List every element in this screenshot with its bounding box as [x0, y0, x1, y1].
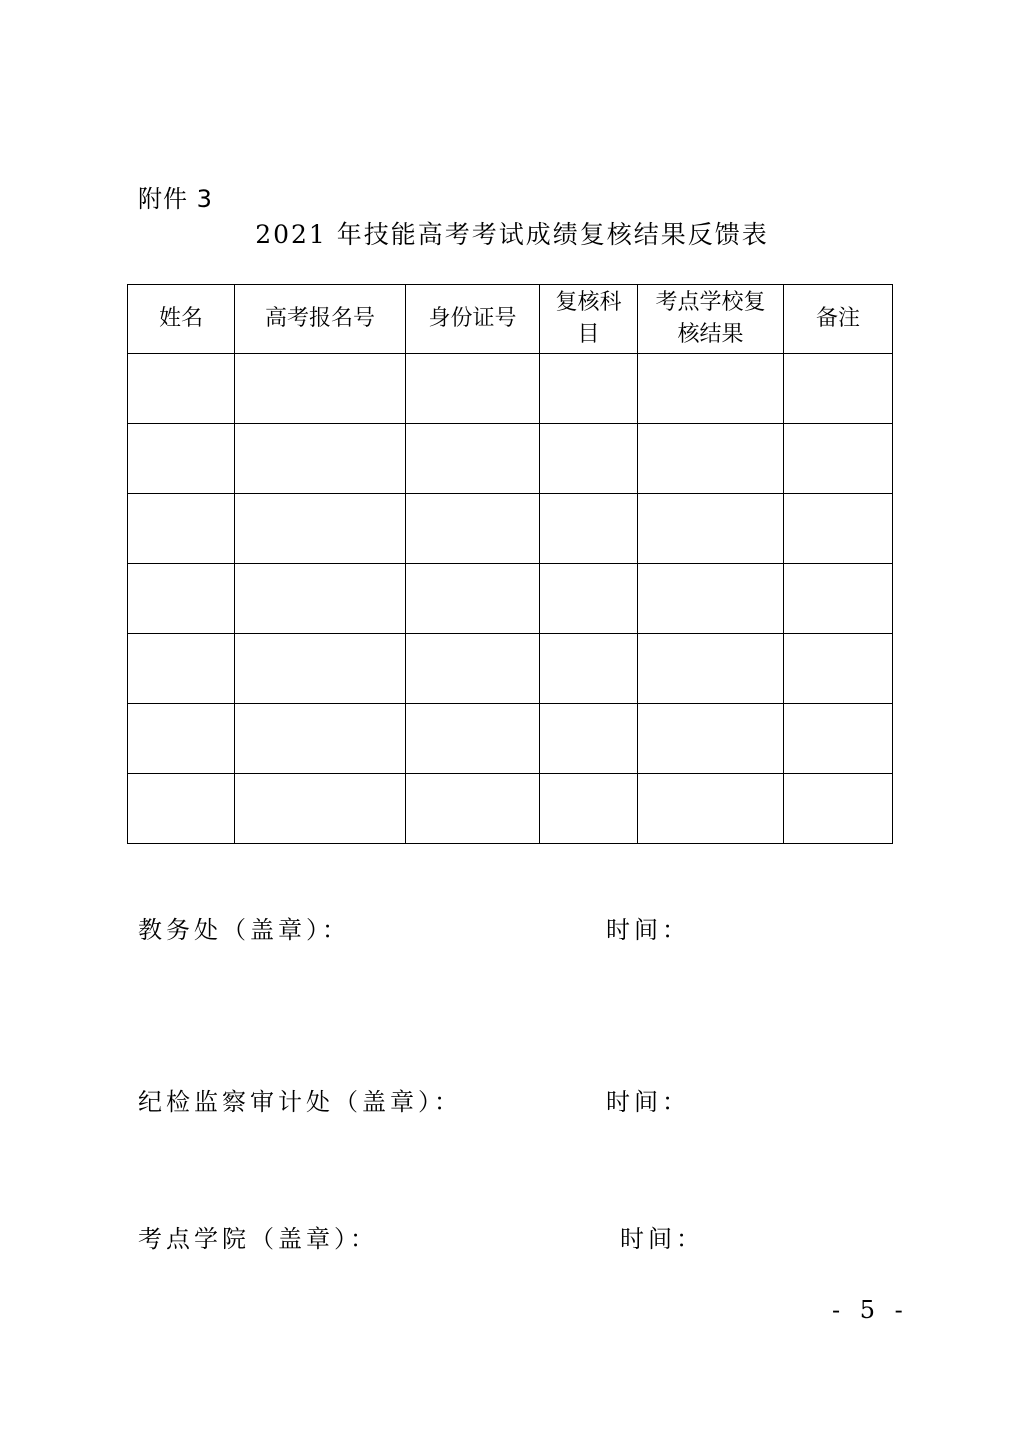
- table-cell[interactable]: [784, 634, 893, 704]
- table-cell[interactable]: [784, 354, 893, 424]
- academic-affairs-time-label: 时间：: [606, 916, 690, 944]
- table-cell[interactable]: [235, 564, 406, 634]
- exam-college-time-label: 时间：: [620, 1225, 704, 1253]
- table-cell[interactable]: [638, 634, 784, 704]
- table-cell[interactable]: [540, 424, 638, 494]
- table-row: [128, 354, 893, 424]
- table-cell[interactable]: [406, 704, 540, 774]
- table-row: [128, 704, 893, 774]
- header-review-result-line-1: 考点学校复: [655, 290, 766, 315]
- header-review-subject-line-2: 目: [577, 322, 600, 347]
- table-cell[interactable]: [128, 354, 235, 424]
- header-registration-number: [235, 285, 406, 354]
- header-name: [128, 285, 235, 354]
- exam-college-seal-label: 考点学院（盖章）：: [138, 1225, 378, 1253]
- table-cell[interactable]: [638, 494, 784, 564]
- table-cell[interactable]: [235, 494, 406, 564]
- table-cell[interactable]: [406, 424, 540, 494]
- table-row: [128, 564, 893, 634]
- table-cell[interactable]: [128, 564, 235, 634]
- header-review-subject: [540, 285, 638, 354]
- table-cell[interactable]: [540, 774, 638, 844]
- table-cell[interactable]: [406, 774, 540, 844]
- table-cell[interactable]: [235, 634, 406, 704]
- table-cell[interactable]: [235, 354, 406, 424]
- table-cell[interactable]: [638, 704, 784, 774]
- table-cell[interactable]: [784, 494, 893, 564]
- table-cell[interactable]: [406, 494, 540, 564]
- table-row: [128, 424, 893, 494]
- table-cell[interactable]: [406, 634, 540, 704]
- header-id-number: [406, 285, 540, 354]
- table-cell[interactable]: [235, 774, 406, 844]
- table-cell[interactable]: [540, 704, 638, 774]
- table-cell[interactable]: [128, 424, 235, 494]
- table-cell[interactable]: [784, 774, 893, 844]
- discipline-audit-time-label: 时间：: [606, 1088, 690, 1116]
- header-remarks: [784, 285, 893, 354]
- table-cell[interactable]: [540, 564, 638, 634]
- table-cell[interactable]: [128, 494, 235, 564]
- page-number: - 5 -: [832, 1296, 909, 1324]
- form-title: 2021 年技能高考考试成绩复核结果反馈表: [255, 220, 769, 249]
- table-cell[interactable]: [540, 634, 638, 704]
- table-cell[interactable]: [406, 564, 540, 634]
- table-row: [128, 774, 893, 844]
- table-cell[interactable]: [784, 424, 893, 494]
- review-result-table: [127, 284, 893, 844]
- table-cell[interactable]: [638, 774, 784, 844]
- header-registration-number-line: 高考报名号: [264, 306, 375, 331]
- table-cell[interactable]: [638, 354, 784, 424]
- table-row: [128, 494, 893, 564]
- table-cell[interactable]: [784, 704, 893, 774]
- table-cell[interactable]: [784, 564, 893, 634]
- header-review-result: [638, 285, 784, 354]
- header-review-result-line-2: 核结果: [677, 322, 744, 347]
- table-cell[interactable]: [406, 354, 540, 424]
- academic-affairs-seal-label: 教务处（盖章）：: [138, 916, 350, 944]
- header-review-subject-line-1: 复核科: [555, 290, 622, 315]
- table-cell[interactable]: [128, 634, 235, 704]
- table-row: [128, 634, 893, 704]
- discipline-audit-seal-label: 纪检监察审计处（盖章）：: [138, 1088, 462, 1116]
- table-cell[interactable]: [638, 564, 784, 634]
- table-cell[interactable]: [128, 704, 235, 774]
- table-cell[interactable]: [638, 424, 784, 494]
- table-body: [128, 354, 893, 844]
- attachment-label: 附件 3: [138, 185, 213, 213]
- header-name-line: 姓名: [158, 306, 203, 331]
- table-header-row: [128, 285, 893, 354]
- table-cell[interactable]: [235, 424, 406, 494]
- header-remarks-line: 备注: [815, 306, 860, 331]
- header-id-number-line: 身份证号: [428, 306, 517, 331]
- table-cell[interactable]: [540, 354, 638, 424]
- table-cell[interactable]: [540, 494, 638, 564]
- table-cell[interactable]: [128, 774, 235, 844]
- table-cell[interactable]: [235, 704, 406, 774]
